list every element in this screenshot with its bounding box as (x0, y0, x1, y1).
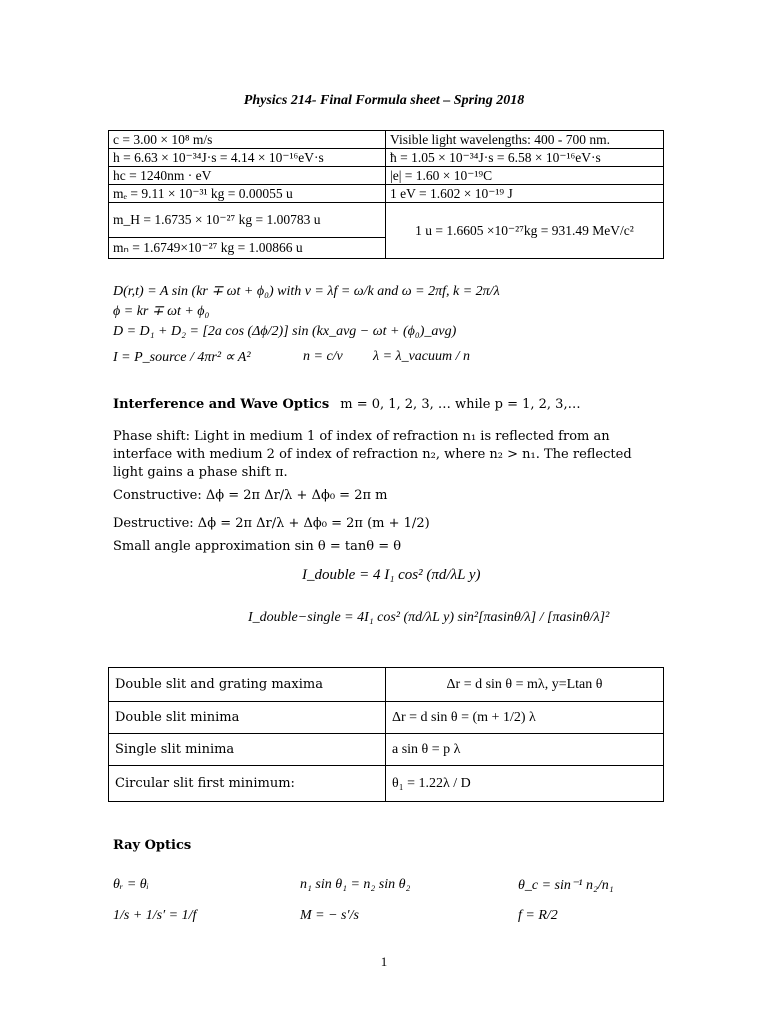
focal-length-mirror: f = R/2 (518, 908, 558, 923)
ray-optics-heading: Ray Optics (113, 838, 192, 853)
table-row (109, 149, 664, 167)
snells-law: n₁ sin θ₁ = n₂ sin θ₂ (300, 877, 411, 892)
table-row (109, 668, 664, 702)
interference-heading: Interference and Wave Optics (113, 397, 330, 412)
interference-heading-row (113, 393, 581, 414)
condition-equation: Δr = d sin θ = mλ, y=Ltan θ (386, 668, 664, 702)
wave-equation: D(r,t) = A sin (kr ∓ ωt + ϕ₀) with v = λf = ω/k and ω = 2πf, k = 2π/λ (113, 284, 500, 299)
destructive-condition: Destructive: Δϕ = 2π Δr/λ + Δϕ₀ = 2π (m + 1/2) (113, 516, 430, 531)
double-slit-intensity: I_double = 4 I₁ cos² (πd/λL y) (302, 567, 481, 583)
constant-hbar: ħ = 1.05 × 10⁻³⁴J·s = 6.58 × 10⁻¹⁶eV·s (386, 149, 664, 167)
phase-shift-text: Phase shift: Light in medium 1 of index of refraction n₁ is reflected from an interface with medium 2 of index of refraction n₂, where n₂ > n₁. The reflected light gains a phase shift π. (113, 429, 632, 480)
table-row (109, 203, 664, 238)
constant-ev: 1 eV = 1.602 × 10⁻¹⁹ J (386, 185, 664, 203)
intensity-equation: I = P_source / 4πr² ∝ A² (113, 350, 251, 365)
condition-equation: Δr = d sin θ = (m + 1/2) λ (386, 702, 664, 734)
table-row (109, 734, 664, 766)
condition-label: Double slit minima (109, 702, 386, 734)
constant-amu: 1 u = 1.6605 ×10⁻²⁷kg = 931.49 MeV/c² (386, 203, 664, 259)
double-single-intensity: I_double−single = 4I₁ cos² (πd/λL y) sin²[πasinθ/λ] / [πasinθ/λ]² (248, 610, 610, 625)
constants-table (108, 130, 664, 259)
constant-electron-mass: mₑ = 9.11 × 10⁻³¹ kg = 0.00055 u (109, 185, 386, 203)
small-angle-approximation: Small angle approximation sin θ = tanθ = θ (113, 539, 402, 554)
table-row (109, 702, 664, 734)
phase-equation: ϕ = kr ∓ ωt + ϕ₀ (113, 304, 210, 319)
table-row (109, 185, 664, 203)
interference-index-note: m = 0, 1, 2, 3, … while p = 1, 2, 3,… (340, 397, 581, 412)
constant-electron-charge: |e| = 1.60 × 10⁻¹⁹C (386, 167, 664, 185)
condition-equation: a sin θ = p λ (386, 734, 664, 766)
table-row (109, 766, 664, 802)
interference-conditions-table (108, 667, 664, 802)
page-number: 1 (380, 954, 388, 969)
constant-visible-wavelengths: Visible light wavelengths: 400 - 700 nm. (386, 131, 664, 149)
table-row (109, 167, 664, 185)
superposition-equation: D = D₁ + D₂ = [2a cos (Δϕ/2)] sin (kx_avg − ωt + (ϕ₀)_avg) (113, 324, 457, 339)
index-equation: n = c/v (303, 349, 343, 364)
constant-hydrogen-mass: m_H = 1.6735 × 10⁻²⁷ kg = 1.00783 u (109, 203, 386, 238)
table-row (109, 131, 664, 149)
critical-angle: θ_c = sin⁻¹ n₂/n₁ (518, 878, 614, 893)
page-title: Physics 214- Final Formula sheet – Spring 2018 (243, 93, 525, 108)
constant-speed-of-light: c = 3.00 × 10⁸ m/s (109, 131, 386, 149)
condition-label: Circular slit first minimum: (109, 766, 386, 802)
constant-hc: hc = 1240nm · eV (109, 167, 386, 185)
reflection-law: θᵣ = θᵢ (113, 877, 149, 892)
condition-label: Single slit minima (109, 734, 386, 766)
thin-lens-equation: 1/s + 1/s′ = 1/f (113, 908, 197, 923)
constructive-condition: Constructive: Δϕ = 2π Δr/λ + Δϕ₀ = 2π m (113, 488, 388, 503)
wavelength-equation: λ = λ_vacuum / n (373, 349, 471, 364)
condition-equation: θ₁ = 1.22λ / D (386, 766, 664, 802)
constant-planck: h = 6.63 × 10⁻³⁴J·s = 4.14 × 10⁻¹⁶eV·s (109, 149, 386, 167)
constant-neutron-mass: mₙ = 1.6749×10⁻²⁷ kg = 1.00866 u (109, 238, 386, 259)
condition-label: Double slit and grating maxima (109, 668, 386, 702)
magnification-equation: M = − s′/s (300, 908, 359, 923)
